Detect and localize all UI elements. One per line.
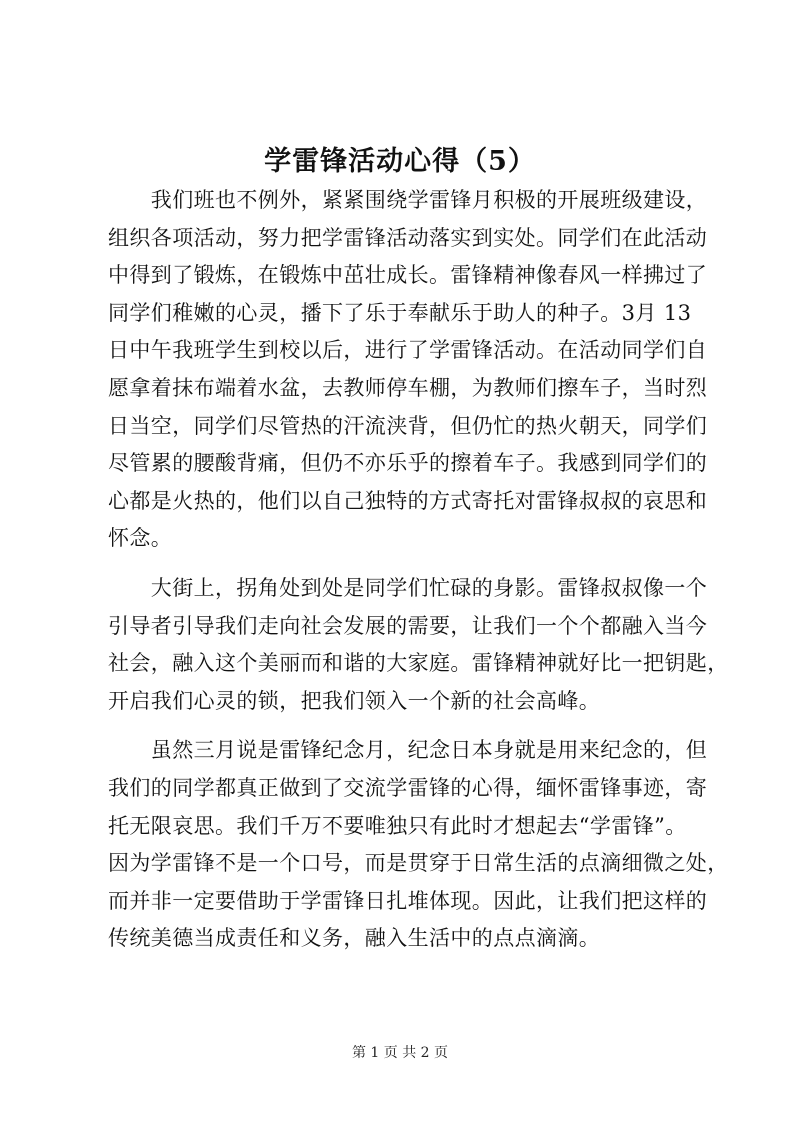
text-line: 社会，融入这个美丽而和谐的大家庭。雷锋精神就好比一把钥匙， (108, 651, 729, 676)
page-footer: 第 1 页 共 2 页 (351, 1045, 449, 1061)
text-line: 日中午我班学生到校以后，进行了学雷锋活动。在活动同学们自 (108, 338, 708, 363)
text-line: 怀念。 (108, 526, 173, 551)
text-line: 虽然三月说是雷锋纪念月，纪念日本身就是用来纪念的，但 (108, 738, 708, 763)
text-line: 引导者引导我们走向社会发展的需要，让我们一个个都融入当今 (108, 613, 708, 638)
text-line: 日当空，同学们尽管热的汗流浃背，但仍忙的热火朝天，同学们 (108, 413, 708, 438)
text-line: 开启我们心灵的锁，把我们领入一个新的社会高峰。 (108, 688, 601, 713)
text-line: 中得到了锻炼，在锻炼中茁壮成长。雷锋精神像春风一样拂过了 (108, 263, 708, 288)
paragraph-3 (108, 732, 729, 958)
text-line: 托无限哀思。我们千万不要唯独只有此时才想起去“学雷锋”。 (108, 813, 687, 838)
text-line: 而并非一定要借助于学雷锋日扎堆体现。因此，让我们把这样的 (108, 888, 708, 913)
text-line: 因为学雷锋不是一个口号，而是贯穿于日常生活的点滴细微之处， (108, 851, 729, 876)
text-line: 大街上，拐角处到处是同学们忙碌的身影。雷锋叔叔像一个 (108, 575, 708, 600)
text-line: 尽管累的腰酸背痛，但仍不亦乐乎的擦着车子。我感到同学们的 (108, 451, 708, 476)
paragraph-spacer (108, 558, 716, 570)
text-line: 愿拿着抹布端着水盆，去教师停车棚，为教师们擦车子，当时烈 (108, 375, 708, 400)
text-line: 组织各项活动，努力把学雷锋活动落实到实处。同学们在此活动 (108, 225, 708, 250)
document-body (108, 182, 729, 958)
paragraph-1 (108, 182, 716, 558)
text-line: 我们班也不例外，紧紧围绕学雷锋月积极的开展班级建设， (108, 188, 708, 212)
document-title: 学雷锋活动心得（5） (264, 146, 536, 177)
text-line: 心都是火热的，他们以自己独特的方式寄托对雷锋叔叔的哀思和 (108, 488, 708, 513)
paragraph-2 (108, 570, 729, 720)
text-line: 我们的同学都真正做到了交流学雷锋的心得，缅怀雷锋事迹，寄 (108, 775, 708, 800)
paragraph-spacer (108, 720, 716, 732)
text-line: 同学们稚嫩的心灵，播下了乐于奉献乐于助人的种子。3月 13 (108, 300, 692, 325)
text-line: 传统美德当成责任和义务，融入生活中的点点滴滴。 (108, 926, 601, 951)
